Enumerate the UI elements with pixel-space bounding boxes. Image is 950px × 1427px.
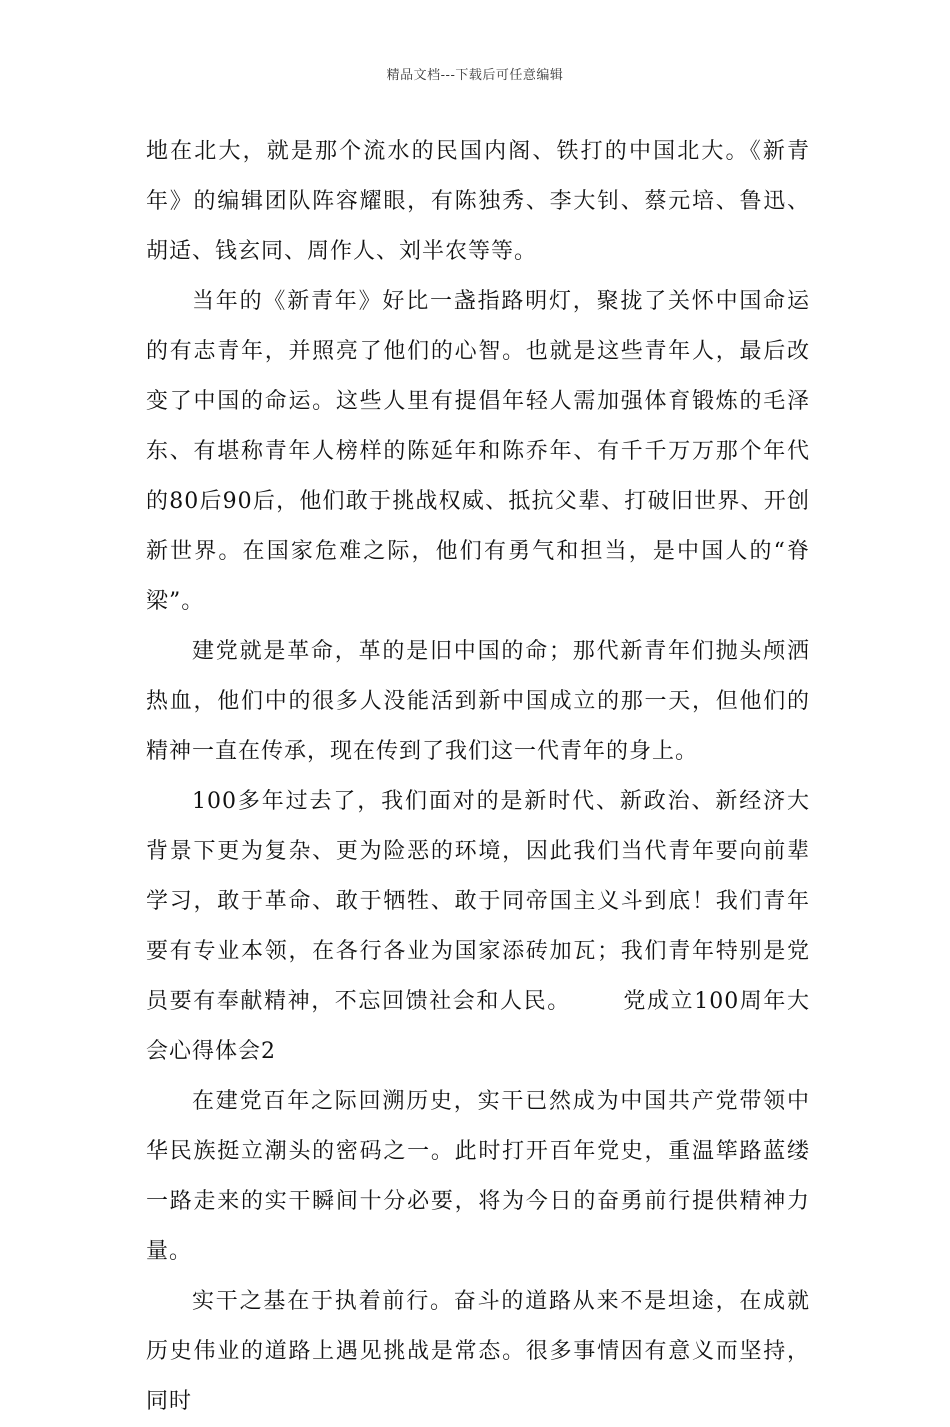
document-body	[146, 127, 810, 1427]
paragraph-3: 建党就是革命，革的是旧中国的命；那代新青年们抛头颅洒热血，他们中的很多人没能活到新中国成立的那一天，但他们的精神一直在传承，现在传到了我们这一代青年的身上。	[146, 639, 810, 764]
page-header: 精品文档---下载后可任意编辑	[386, 68, 564, 83]
paragraph-6: 实干之基在于执着前行。奋斗的道路从来不是坦途，在成就历史伟业的道路上遇见挑战是常态。很多事情因有意义而坚持，同时	[146, 1289, 810, 1414]
paragraph-5: 在建党百年之际回溯历史，实干已然成为中国共产党带领中华民族挺立潮头的密码之一。此时打开百年党史，重温筚路蓝缕一路走来的实干瞬间十分必要，将为今日的奋勇前行提供精神力量。	[146, 1089, 810, 1264]
paragraph-1: 地在北大，就是那个流水的民国内阁、铁打的中国北大。《新青年》的编辑团队阵容耀眼，有陈独秀、李大钊、蔡元培、鲁迅、胡适、钱玄同、周作人、刘半农等等。	[146, 139, 810, 264]
section-title: 党成立100周年大会心得体会2	[146, 989, 810, 1064]
paragraph-2: 当年的《新青年》好比一盏指路明灯，聚拢了关怀中国命运的有志青年，并照亮了他们的心智。也就是这些青年人，最后改变了中国的命运。这些人里有提倡年轻人需加强体育锻炼的毛泽东、有堪称青年人榜样的陈延年和陈乔年、有千千万万那个年代的80后90后，他们敢于挑战权威、抵抗父辈、打破旧世界、开创新世界。在国家危难之际，他们有勇气和担当，是中国人的“脊梁”。	[146, 289, 810, 614]
paragraph-4	[146, 777, 810, 1077]
paragraph-4-text: 100多年过去了，我们面对的是新时代、新政治、新经济大背景下更为复杂、更为险恶的环境，因此我们当代青年要向前辈学习，敢于革命、敢于牺牲、敢于同帝国主义斗到底！我们青年要有专业本领，在各行各业为国家添砖加瓦；我们青年特别是党员要有奉献精神，不忘回馈社会和人民。	[146, 789, 810, 1014]
